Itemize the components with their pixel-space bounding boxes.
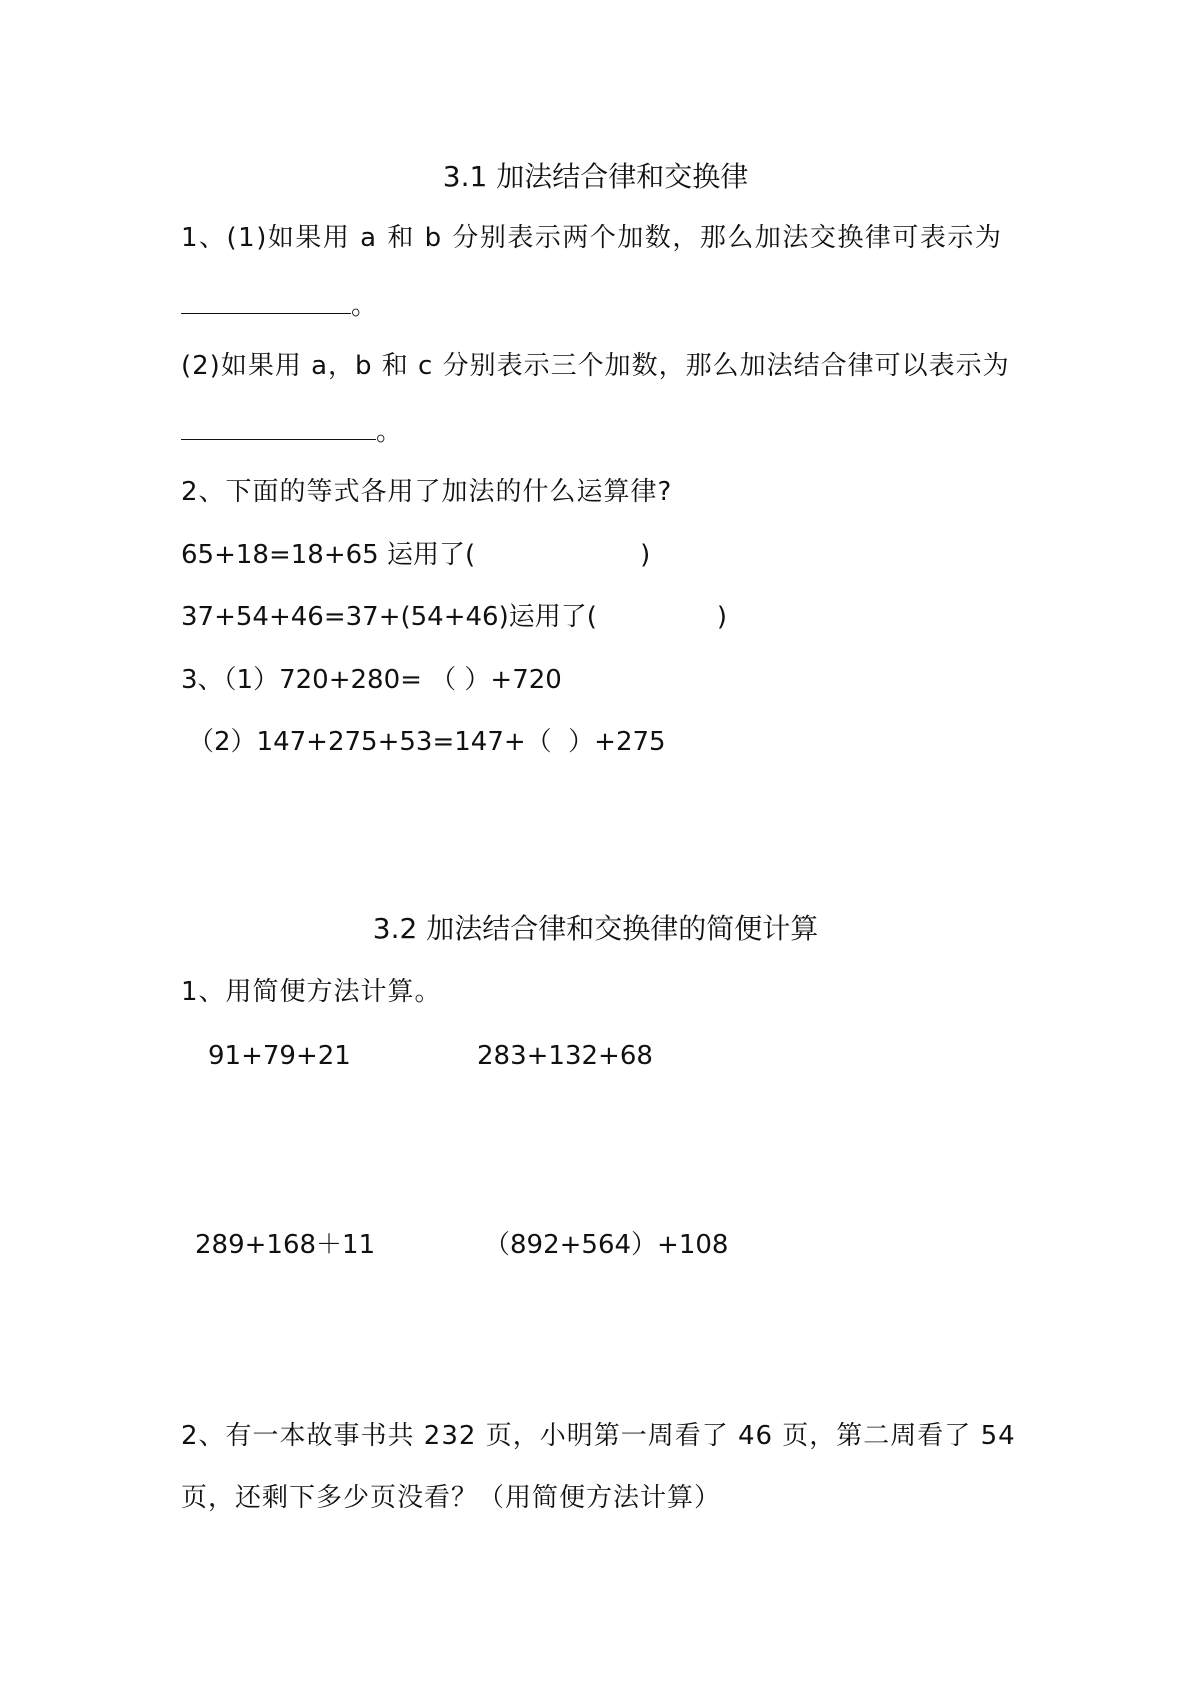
blank-line[interactable]: [181, 419, 376, 440]
answer-blank-2[interactable]: [181, 416, 402, 448]
question-1-2: (2)如果用 a，b 和 c 分别表示三个加数，那么加法结合律可以表示为: [181, 351, 1010, 381]
expression: 289+168＋11: [195, 1230, 376, 1260]
section-title: 3.1 加法结合律和交换律: [442, 160, 749, 193]
question-3-2: （2）147+275+53=147+（ ）+275: [188, 727, 666, 757]
period: 。: [376, 417, 403, 447]
close-paren: ): [716, 602, 728, 632]
question-2b: [181, 601, 727, 633]
expression: 91+79+21: [208, 1041, 351, 1071]
question-2: 2、下面的等式各用了加法的什么运算律?: [181, 477, 673, 507]
question-2-line1: 2、有一本故事书共 232 页，小明第一周看了 46 页，第二周看了 54: [181, 1421, 1016, 1451]
equation-text: 37+54+46=37+(54+46)运用了(: [181, 602, 597, 632]
period: 。: [351, 291, 378, 321]
question-3-1: 3、（1）720+280= （ ）+720: [181, 665, 562, 695]
equation-text: 65+18=18+65 运用了(: [181, 540, 476, 570]
expression: （892+564）+108: [484, 1230, 729, 1260]
question-1-1: 1、(1)如果用 a 和 b 分别表示两个加数，那么加法交换律可表示为: [181, 223, 1003, 253]
question-1: 1、用简便方法计算。: [181, 977, 442, 1007]
question-2a: [181, 539, 650, 571]
blank-line[interactable]: [181, 293, 351, 314]
section-title: 3.2 加法结合律和交换律的简便计算: [372, 912, 819, 945]
answer-blank-1[interactable]: [181, 290, 377, 322]
question-2-line2: 页，还剩下多少页没看？（用简便方法计算）: [181, 1483, 722, 1513]
expression: 283+132+68: [477, 1041, 653, 1071]
close-paren: ): [640, 540, 651, 570]
